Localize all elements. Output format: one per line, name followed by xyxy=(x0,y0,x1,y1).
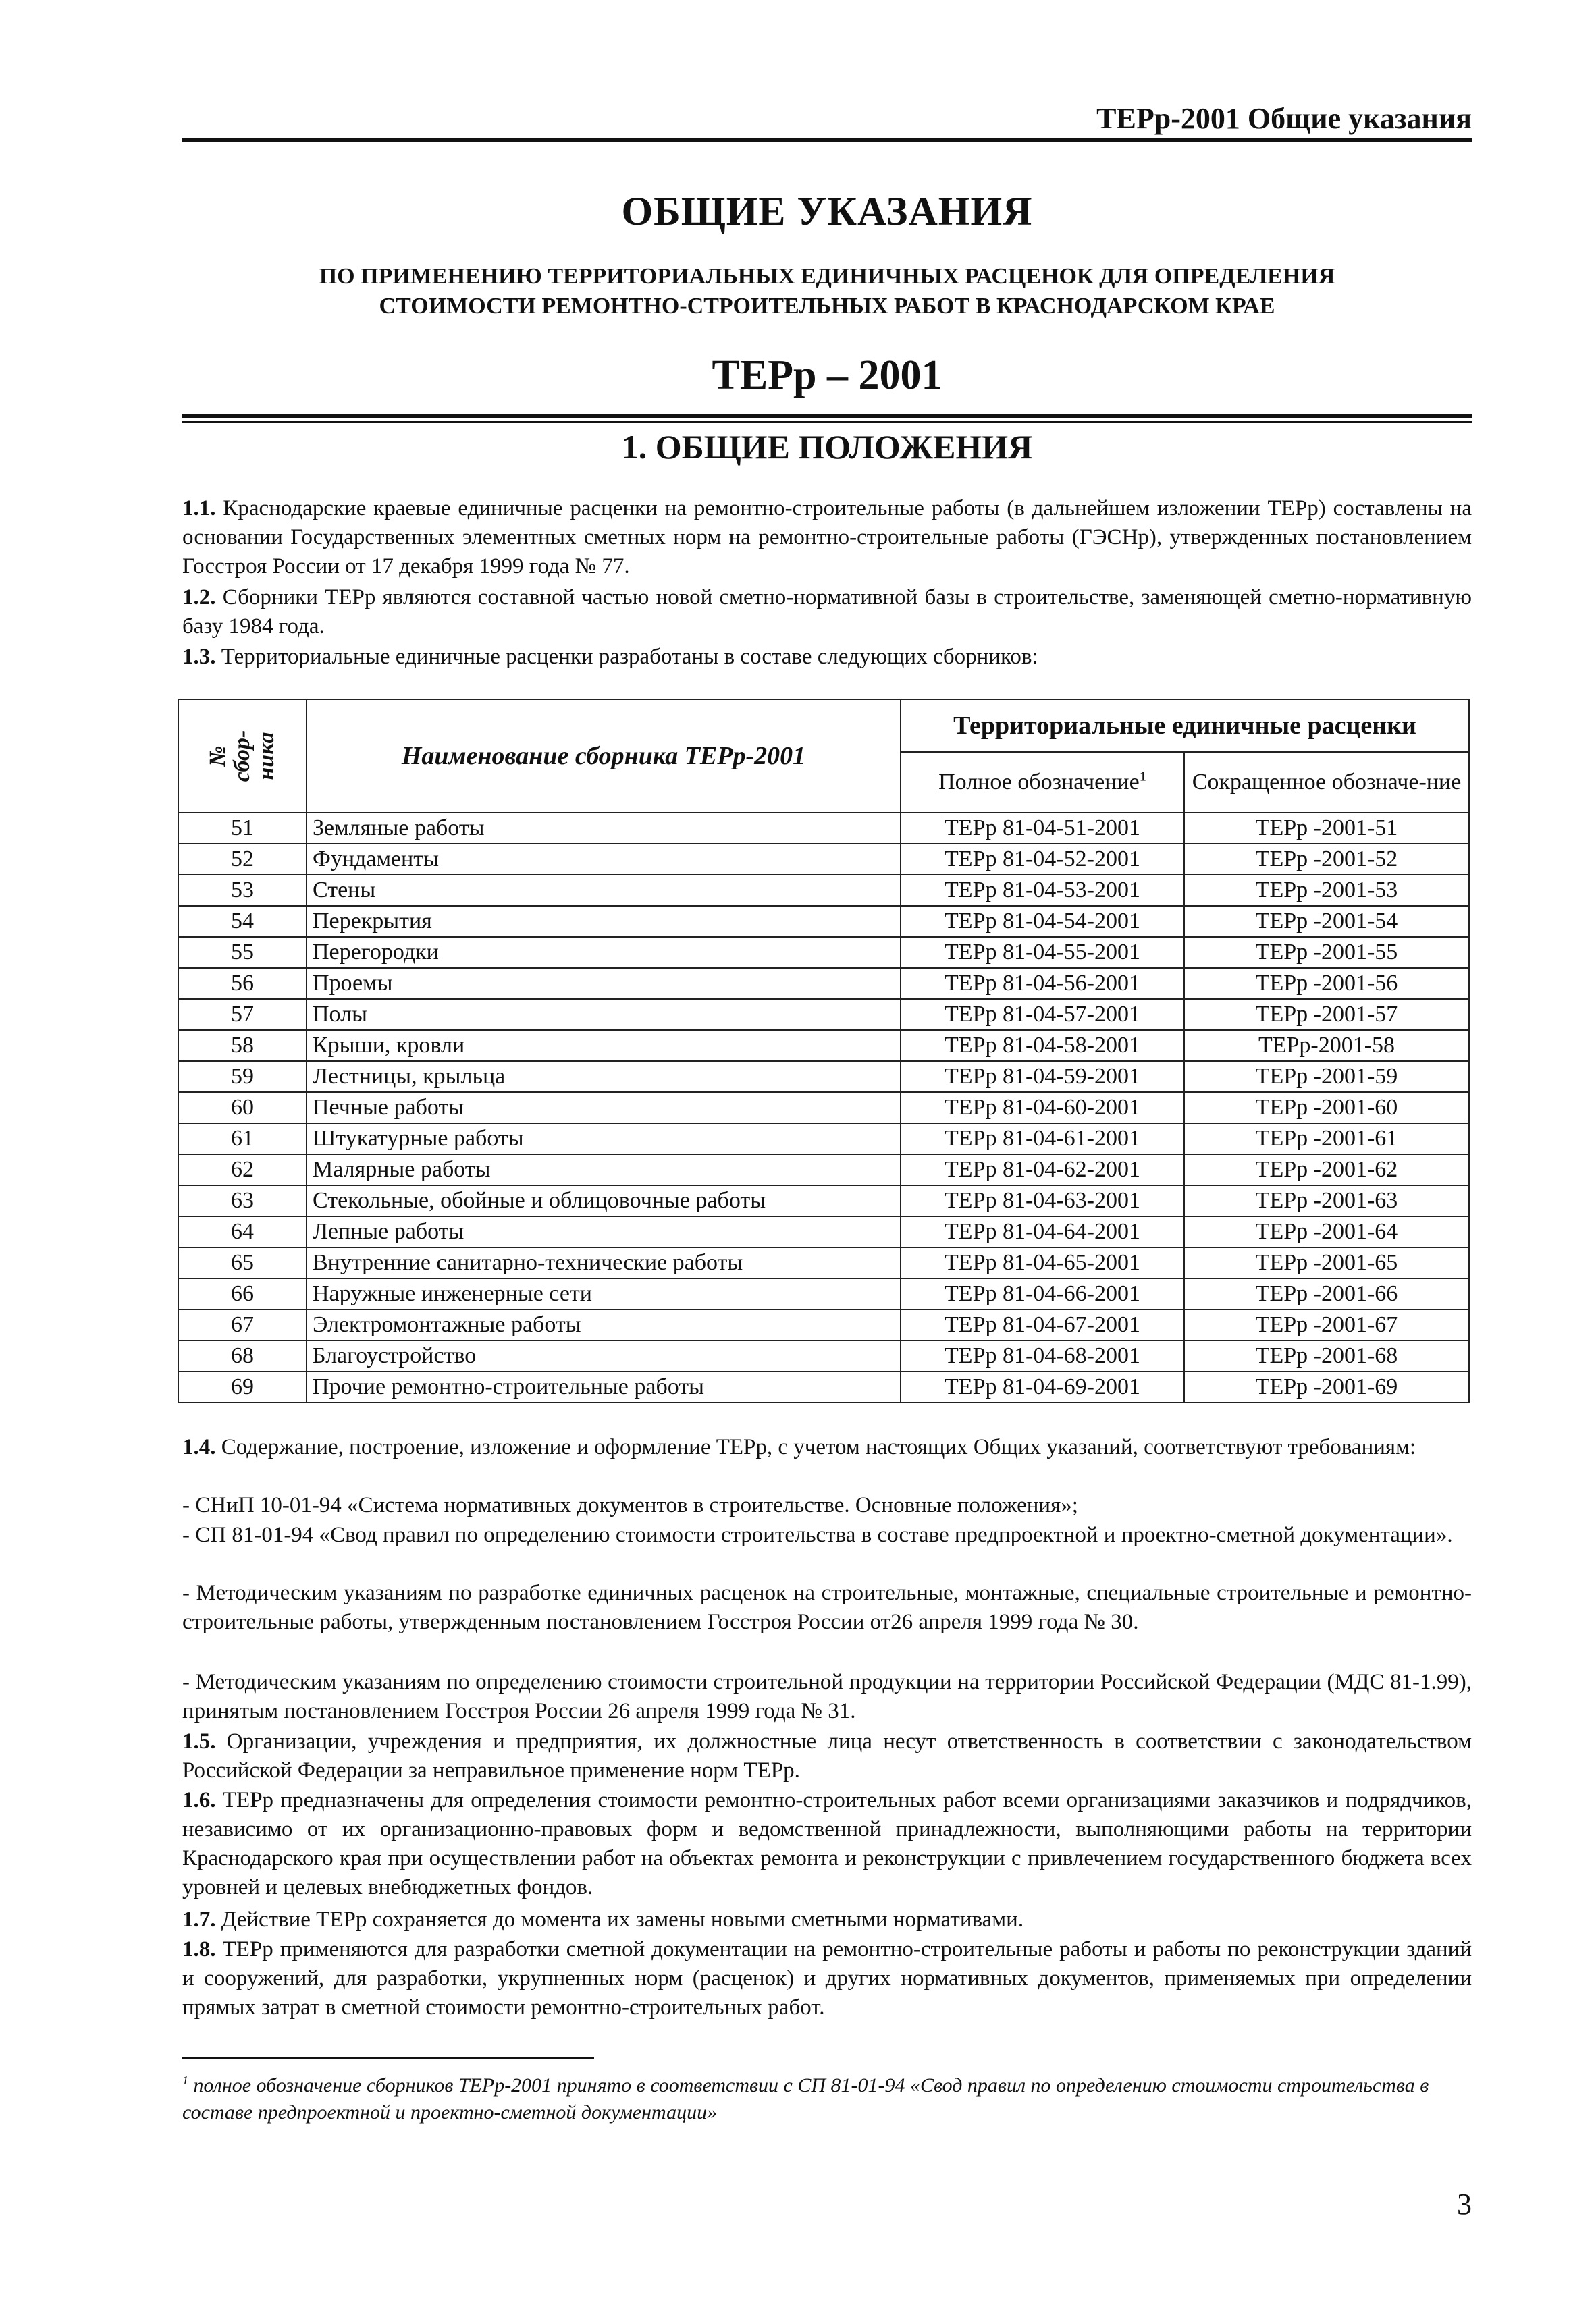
cell-full-code: ТЕРр 81-04-67-2001 xyxy=(901,1309,1184,1341)
cell-name: Малярные работы xyxy=(307,1154,901,1185)
table-row xyxy=(178,906,1469,937)
cell-full-code: ТЕРр 81-04-56-2001 xyxy=(901,968,1184,999)
cell-number: 53 xyxy=(178,875,307,906)
table-row xyxy=(178,1030,1469,1061)
cell-name: Печные работы xyxy=(307,1092,901,1123)
cell-full-code: ТЕРр 81-04-69-2001 xyxy=(901,1372,1184,1403)
table-row xyxy=(178,1185,1469,1216)
cell-short-code: ТЕРр -2001-57 xyxy=(1184,999,1469,1030)
cell-number: 58 xyxy=(178,1030,307,1061)
table-row xyxy=(178,1061,1469,1092)
paragraph-number: 1.7. xyxy=(182,1908,216,1932)
page-number: 3 xyxy=(1457,2188,1472,2221)
cell-full-code: ТЕРр 81-04-55-2001 xyxy=(901,937,1184,968)
table-row xyxy=(178,999,1469,1030)
cell-short-code: ТЕРр -2001-55 xyxy=(1184,937,1469,968)
footnote-marker: 1 xyxy=(182,2074,188,2087)
cell-full-code: ТЕРр 81-04-59-2001 xyxy=(901,1061,1184,1092)
cell-full-code: ТЕРр 81-04-61-2001 xyxy=(901,1123,1184,1154)
cell-name: Крыши, кровли xyxy=(307,1030,901,1061)
cell-name: Земляные работы xyxy=(307,813,901,844)
cell-short-code: ТЕРр -2001-54 xyxy=(1184,906,1469,937)
cell-name: Прочие ремонтно-строительные работы xyxy=(307,1372,901,1403)
table-row xyxy=(178,1247,1469,1278)
cell-short-code: ТЕРр -2001-61 xyxy=(1184,1123,1469,1154)
table-row xyxy=(178,937,1469,968)
table-row xyxy=(178,1216,1469,1247)
cell-full-code: ТЕРр 81-04-51-2001 xyxy=(901,813,1184,844)
cell-short-code: ТЕРр -2001-59 xyxy=(1184,1061,1469,1092)
paragraph-number: 1.4. xyxy=(182,1435,216,1459)
footnote-ref: 1 xyxy=(1139,769,1146,784)
paragraph-text: Краснодарские краевые единичные расценки на ремонтно-строительные работы (в дальнейшем изложении ТЕРр) составлены на основании Государственных элементных сметных норм на ремонтно-строительные работы (ГЭСНр), утвержденных постановлением Госстроя России от 17 декабря 1999 года № 77. xyxy=(182,496,1472,578)
paragraph-1-1 xyxy=(182,494,1472,581)
cell-name: Перекрытия xyxy=(307,906,901,937)
cell-name: Лепные работы xyxy=(307,1216,901,1247)
cell-name: Внутренние санитарно-технические работы xyxy=(307,1247,901,1278)
cell-short-code: ТЕРр -2001-68 xyxy=(1184,1341,1469,1372)
cell-full-code: ТЕРр 81-04-54-2001 xyxy=(901,906,1184,937)
cell-short-code: ТЕРр -2001-51 xyxy=(1184,813,1469,844)
paragraph-text: Сборники ТЕРр являются составной частью новой сметно-нормативной базы в строительстве, заменяющей сметно-нормативную базу 1984 года. xyxy=(182,585,1472,639)
cell-number: 68 xyxy=(178,1341,307,1372)
column-group-header: Территориальные единичные расценки xyxy=(901,699,1469,752)
section-rule xyxy=(182,414,1472,423)
collections-table xyxy=(178,699,1470,1403)
table-body xyxy=(178,813,1469,1403)
cell-full-code: ТЕРр 81-04-53-2001 xyxy=(901,875,1184,906)
column-header-full xyxy=(901,752,1184,813)
table-row xyxy=(178,1341,1469,1372)
cell-name: Перегородки xyxy=(307,937,901,968)
paragraph-number: 1.2. xyxy=(182,585,216,610)
paragraph-number: 1.1. xyxy=(182,496,216,520)
cell-short-code: ТЕРр-2001-58 xyxy=(1184,1030,1469,1061)
cell-number: 61 xyxy=(178,1123,307,1154)
paragraph-text: Содержание, построение, изложение и оформление ТЕРр, с учетом настоящих Общих указаний, соответствуют требованиям: xyxy=(215,1435,1416,1459)
cell-number: 52 xyxy=(178,844,307,875)
cell-name: Благоустройство xyxy=(307,1341,901,1372)
table-row xyxy=(178,1154,1469,1185)
list-item-sp: - СП 81-01-94 «Свод правил по определению стоимости строительства в составе предпроектной и проектно-сметной документации». xyxy=(182,1523,1453,1547)
cell-number: 60 xyxy=(178,1092,307,1123)
column-header-full-text: Полное обозначение xyxy=(938,769,1140,794)
cell-number: 65 xyxy=(178,1247,307,1278)
paragraph-number: 1.8. xyxy=(182,1937,216,1962)
cell-name: Наружные инженерные сети xyxy=(307,1278,901,1309)
cell-name: Электромонтажные работы xyxy=(307,1309,901,1341)
cell-full-code: ТЕРр 81-04-65-2001 xyxy=(901,1247,1184,1278)
cell-number: 62 xyxy=(178,1154,307,1185)
cell-name: Полы xyxy=(307,999,901,1030)
table-row xyxy=(178,1309,1469,1341)
cell-short-code: ТЕРр -2001-65 xyxy=(1184,1247,1469,1278)
paragraph-1-3 xyxy=(182,643,1472,672)
table-row xyxy=(178,1123,1469,1154)
footnote-rule xyxy=(182,2057,594,2059)
paragraph-text: Территориальные единичные расценки разработаны в составе следующих сборников: xyxy=(215,645,1038,669)
column-header-number-text: № сбор- ника xyxy=(205,730,279,782)
table-row xyxy=(178,844,1469,875)
table-row xyxy=(178,968,1469,999)
cell-full-code: ТЕРр 81-04-64-2001 xyxy=(901,1216,1184,1247)
paragraph-1-8 xyxy=(182,1935,1472,2022)
column-header-short: Сокращенное обозначе-ние xyxy=(1184,752,1469,813)
cell-number: 69 xyxy=(178,1372,307,1403)
cell-short-code: ТЕРр -2001-60 xyxy=(1184,1092,1469,1123)
paragraph-1-5 xyxy=(182,1727,1472,1785)
document-code: ТЕРр – 2001 xyxy=(712,352,942,398)
table-row xyxy=(178,813,1469,844)
paragraph-text: Действие ТЕРр сохраняется до момента их замены новыми сметными нормативами. xyxy=(215,1908,1024,1932)
cell-short-code: ТЕРр -2001-67 xyxy=(1184,1309,1469,1341)
cell-number: 66 xyxy=(178,1278,307,1309)
table-row xyxy=(178,1372,1469,1403)
paragraph-text: ТЕРр предназначены для определения стоимости ремонтно-строительных работ всеми организациями заказчиков и подрядчиков, независимо от их организационно-правовых форм и ведомственной принадлежности, выполняющими работы на территории Краснодарского края при осуществлении работ на объектах ремонта и реконструкции с привлечением государственного бюджета всех уровней и целевых внебюджетных фондов. xyxy=(182,1788,1472,1899)
document-title: ОБЩИЕ УКАЗАНИЯ xyxy=(621,189,1033,234)
section-title: 1. ОБЩИЕ ПОЛОЖЕНИЯ xyxy=(621,428,1033,466)
list-item-mds: - Методическим указаниям по определению стоимости строительной продукции на территории Российской Федерации (МДС 81-1.99), принятым постановлением Госстроя России 26 апреля 1999 года № 31. xyxy=(182,1670,1472,1723)
paragraph-1-7 xyxy=(182,1906,1472,1935)
document-subtitle xyxy=(182,262,1472,321)
cell-number: 67 xyxy=(178,1309,307,1341)
cell-name: Фундаменты xyxy=(307,844,901,875)
cell-full-code: ТЕРр 81-04-58-2001 xyxy=(901,1030,1184,1061)
list-item-snip: - СНиП 10-01-94 «Система нормативных документов в строительстве. Основные положения»; xyxy=(182,1493,1078,1517)
column-header-number xyxy=(178,699,307,813)
cell-name: Штукатурные работы xyxy=(307,1123,901,1154)
cell-name: Проемы xyxy=(307,968,901,999)
cell-number: 56 xyxy=(178,968,307,999)
paragraph-text: ТЕРр применяются для разработки сметной документации на ремонтно-строительные работы и работы по реконструкции зданий и сооружений, для разработки, укрупненных норм (расценок) и других нормативных документов, применяемых при определении прямых затрат в сметной стоимости ремонтно-строительных работ. xyxy=(182,1937,1472,2020)
cell-full-code: ТЕРр 81-04-63-2001 xyxy=(901,1185,1184,1216)
paragraph-number: 1.3. xyxy=(182,645,216,669)
cell-short-code: ТЕРр -2001-69 xyxy=(1184,1372,1469,1403)
cell-short-code: ТЕРр -2001-53 xyxy=(1184,875,1469,906)
cell-full-code: ТЕРр 81-04-66-2001 xyxy=(901,1278,1184,1309)
cell-short-code: ТЕРр -2001-63 xyxy=(1184,1185,1469,1216)
paragraph-1-4 xyxy=(182,1433,1472,1462)
cell-name: Лестницы, крыльца xyxy=(307,1061,901,1092)
cell-number: 54 xyxy=(178,906,307,937)
table-row xyxy=(178,1278,1469,1309)
cell-number: 59 xyxy=(178,1061,307,1092)
cell-number: 63 xyxy=(178,1185,307,1216)
cell-number: 57 xyxy=(178,999,307,1030)
paragraph-1-6 xyxy=(182,1786,1472,1902)
footnote xyxy=(182,2072,1472,2126)
running-header: ТЕРр-2001 Общие указания xyxy=(1096,102,1472,135)
footnote-text: полное обозначение сборников ТЕРр-2001 принято в соответствии с СП 81-01-94 «Свод правил по определению стоимости строительства в составе предпроектной и проектно-сметной документации» xyxy=(182,2074,1429,2124)
cell-full-code: ТЕРр 81-04-62-2001 xyxy=(901,1154,1184,1185)
list-item-guidelines-30: - Методическим указаниям по разработке единичных расценок на строительные, монтажные, специальные строительные и ремонтно-строительные работы, утвержденным постановлением Госстроя России от26 апреля 1999 года № 30. xyxy=(182,1581,1472,1634)
paragraph-1-2 xyxy=(182,583,1472,641)
cell-full-code: ТЕРр 81-04-57-2001 xyxy=(901,999,1184,1030)
cell-name: Стены xyxy=(307,875,901,906)
cell-full-code: ТЕРр 81-04-68-2001 xyxy=(901,1341,1184,1372)
paragraph-number: 1.6. xyxy=(182,1788,216,1812)
header-rule xyxy=(182,138,1472,142)
paragraph-text: Организации, учреждения и предприятия, их должностные лица несут ответственность в соответствии с законодательством Российской Федерации за неправильное применение норм ТЕРр. xyxy=(182,1729,1472,1783)
cell-full-code: ТЕРр 81-04-60-2001 xyxy=(901,1092,1184,1123)
subtitle-line-1: ПО ПРИМЕНЕНИЮ ТЕРРИТОРИАЛЬНЫХ ЕДИНИЧНЫХ РАСЦЕНОК ДЛЯ ОПРЕДЕЛЕНИЯ xyxy=(319,264,1335,289)
cell-number: 64 xyxy=(178,1216,307,1247)
column-header-name: Наименование сборника ТЕРр-2001 xyxy=(307,699,901,813)
cell-number: 51 xyxy=(178,813,307,844)
cell-name: Стекольные, обойные и облицовочные работы xyxy=(307,1185,901,1216)
cell-short-code: ТЕРр -2001-62 xyxy=(1184,1154,1469,1185)
cell-full-code: ТЕРр 81-04-52-2001 xyxy=(901,844,1184,875)
subtitle-line-2: СТОИМОСТИ РЕМОНТНО-СТРОИТЕЛЬНЫХ РАБОТ В КРАСНОДАРСКОМ КРАЕ xyxy=(379,294,1275,319)
table-row xyxy=(178,875,1469,906)
table-row xyxy=(178,1092,1469,1123)
cell-short-code: ТЕРр -2001-66 xyxy=(1184,1278,1469,1309)
cell-short-code: ТЕРр -2001-64 xyxy=(1184,1216,1469,1247)
cell-number: 55 xyxy=(178,937,307,968)
paragraph-number: 1.5. xyxy=(182,1729,216,1754)
cell-short-code: ТЕРр -2001-52 xyxy=(1184,844,1469,875)
cell-short-code: ТЕРр -2001-56 xyxy=(1184,968,1469,999)
